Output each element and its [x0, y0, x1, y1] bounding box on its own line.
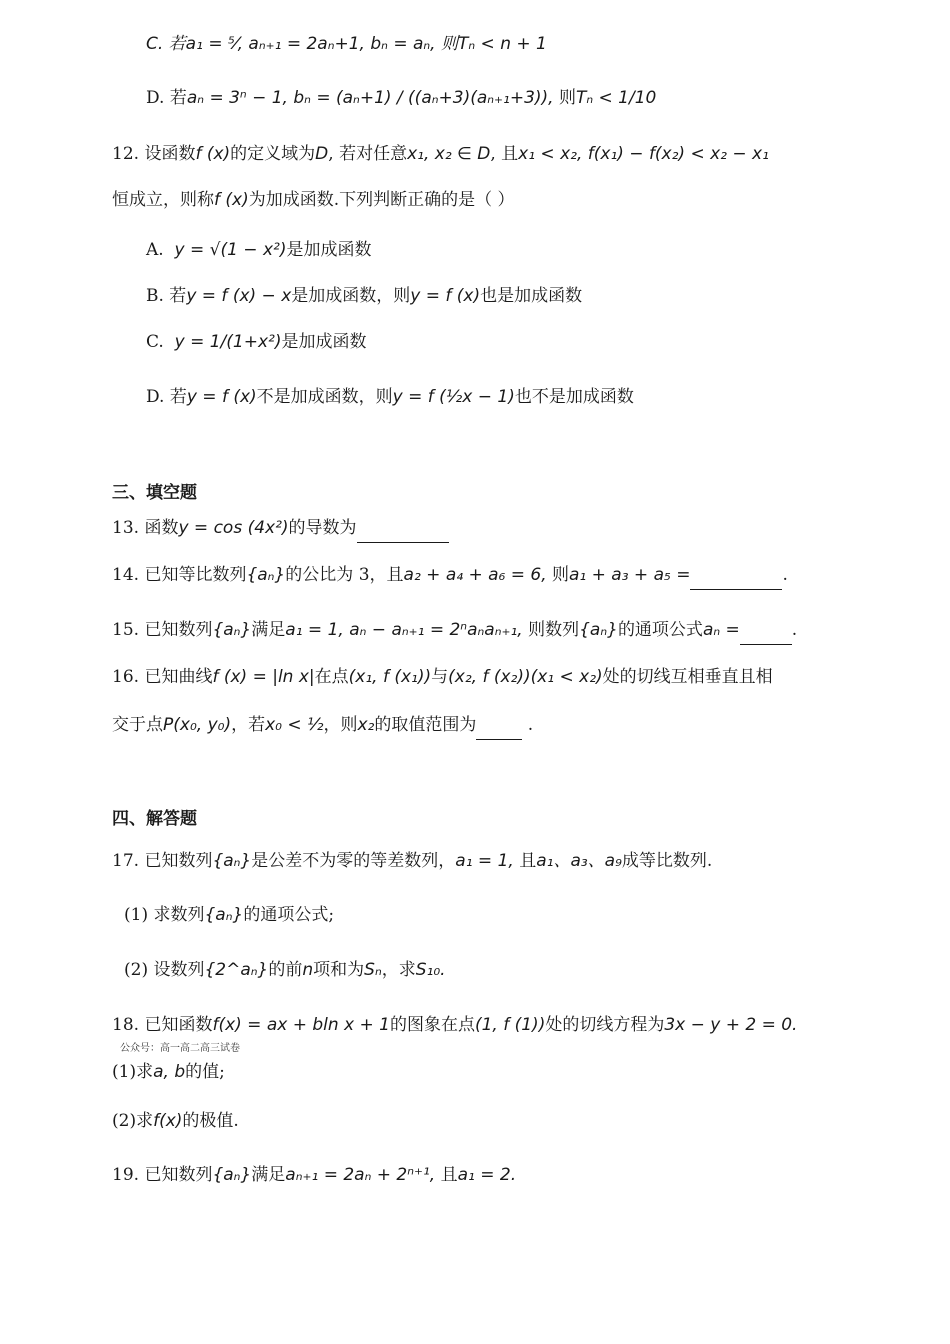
q12-stem-line2: 恒成立，则称f (x)为加成函数.下列判断正确的是（ ） [112, 190, 515, 210]
q13: 13. 函数y = cos (4x²)的导数为 [112, 516, 449, 543]
q12-option-c: C. y = 1/(1+x²)是加成函数 [146, 332, 367, 352]
q11-option-d: D. 若aₙ = 3ⁿ − 1, bₙ = (aₙ+1) / ((aₙ+3)(aₙ₊₁+3)), 则Tₙ < 1/10 [146, 88, 657, 108]
answer-blank [476, 715, 522, 740]
q18: 18. 已知函数f(x) = ax + bln x + 1的图象在点(1, f (1))处的切线方程为3x − y + 2 = 0. [112, 1015, 798, 1035]
q17-part2: (2) 设数列{2^aₙ}的前n项和为Sₙ，求S₁₀. [124, 960, 446, 980]
q16-line2: 交于点P(x₀, y₀)，若x₀ < ½，则x₂的取值范围为 . [112, 713, 533, 740]
section-answer-title: 四、解答题 [112, 809, 197, 829]
q17: 17. 已知数列{aₙ}是公差不为零的等差数列，a₁ = 1, 且a₁、a₃、a₉成等比数列. [112, 851, 713, 871]
q12-option-a: A. y = √(1 − x²)是加成函数 [146, 240, 372, 260]
q18-part2: (2)求f(x)的极值. [112, 1111, 239, 1131]
q16-line1: 16. 已知曲线f (x) = |ln x|在点(x₁, f (x₁))与(x₂, f (x₂))(x₁ < x₂)处的切线互相垂直且相 [112, 667, 773, 687]
option-c-text: C. 若a₁ = ⁵⁄, aₙ₊₁ = 2aₙ+1, bₙ = aₙ, 则Tₙ < n + 1 [146, 34, 547, 54]
answer-blank [690, 565, 782, 590]
q12-option-b: B. 若y = f (x) − x是加成函数，则y = f (x)也是加成函数 [146, 286, 583, 306]
q14: 14. 已知等比数列{aₙ}的公比为 3，且a₂ + a₄ + a₆ = 6, 则a₁ + a₃ + a₅ = . [112, 563, 788, 590]
q12-stem-line1: 12. 设函数f (x)的定义域为D, 若对任意x₁, x₂ ∈ D, 且x₁ < x₂, f(x₁) − f(x₂) < x₂ − x₁ [112, 144, 769, 164]
answer-blank [357, 518, 449, 543]
answer-blank [740, 620, 792, 645]
q15: 15. 已知数列{aₙ}满足a₁ = 1, aₙ − aₙ₊₁ = 2ⁿaₙaₙ₊₁, 则数列{aₙ}的通项公式aₙ = . [112, 618, 797, 645]
section-fill-in-title: 三、填空题 [112, 483, 197, 503]
q19: 19. 已知数列{aₙ}满足aₙ₊₁ = 2aₙ + 2ⁿ⁺¹, 且a₁ = 2. [112, 1165, 517, 1185]
q18-part1: (1)求a, b的值; [112, 1062, 225, 1082]
watermark-note: 公众号：高一高二高三试卷 [120, 1043, 240, 1054]
clipped-option-c [146, 18, 846, 62]
q12-option-d: D. 若y = f (x)不是加成函数，则y = f (½x − 1)也不是加成函数 [146, 387, 634, 407]
q17-part1: (1) 求数列{aₙ}的通项公式; [124, 905, 335, 925]
